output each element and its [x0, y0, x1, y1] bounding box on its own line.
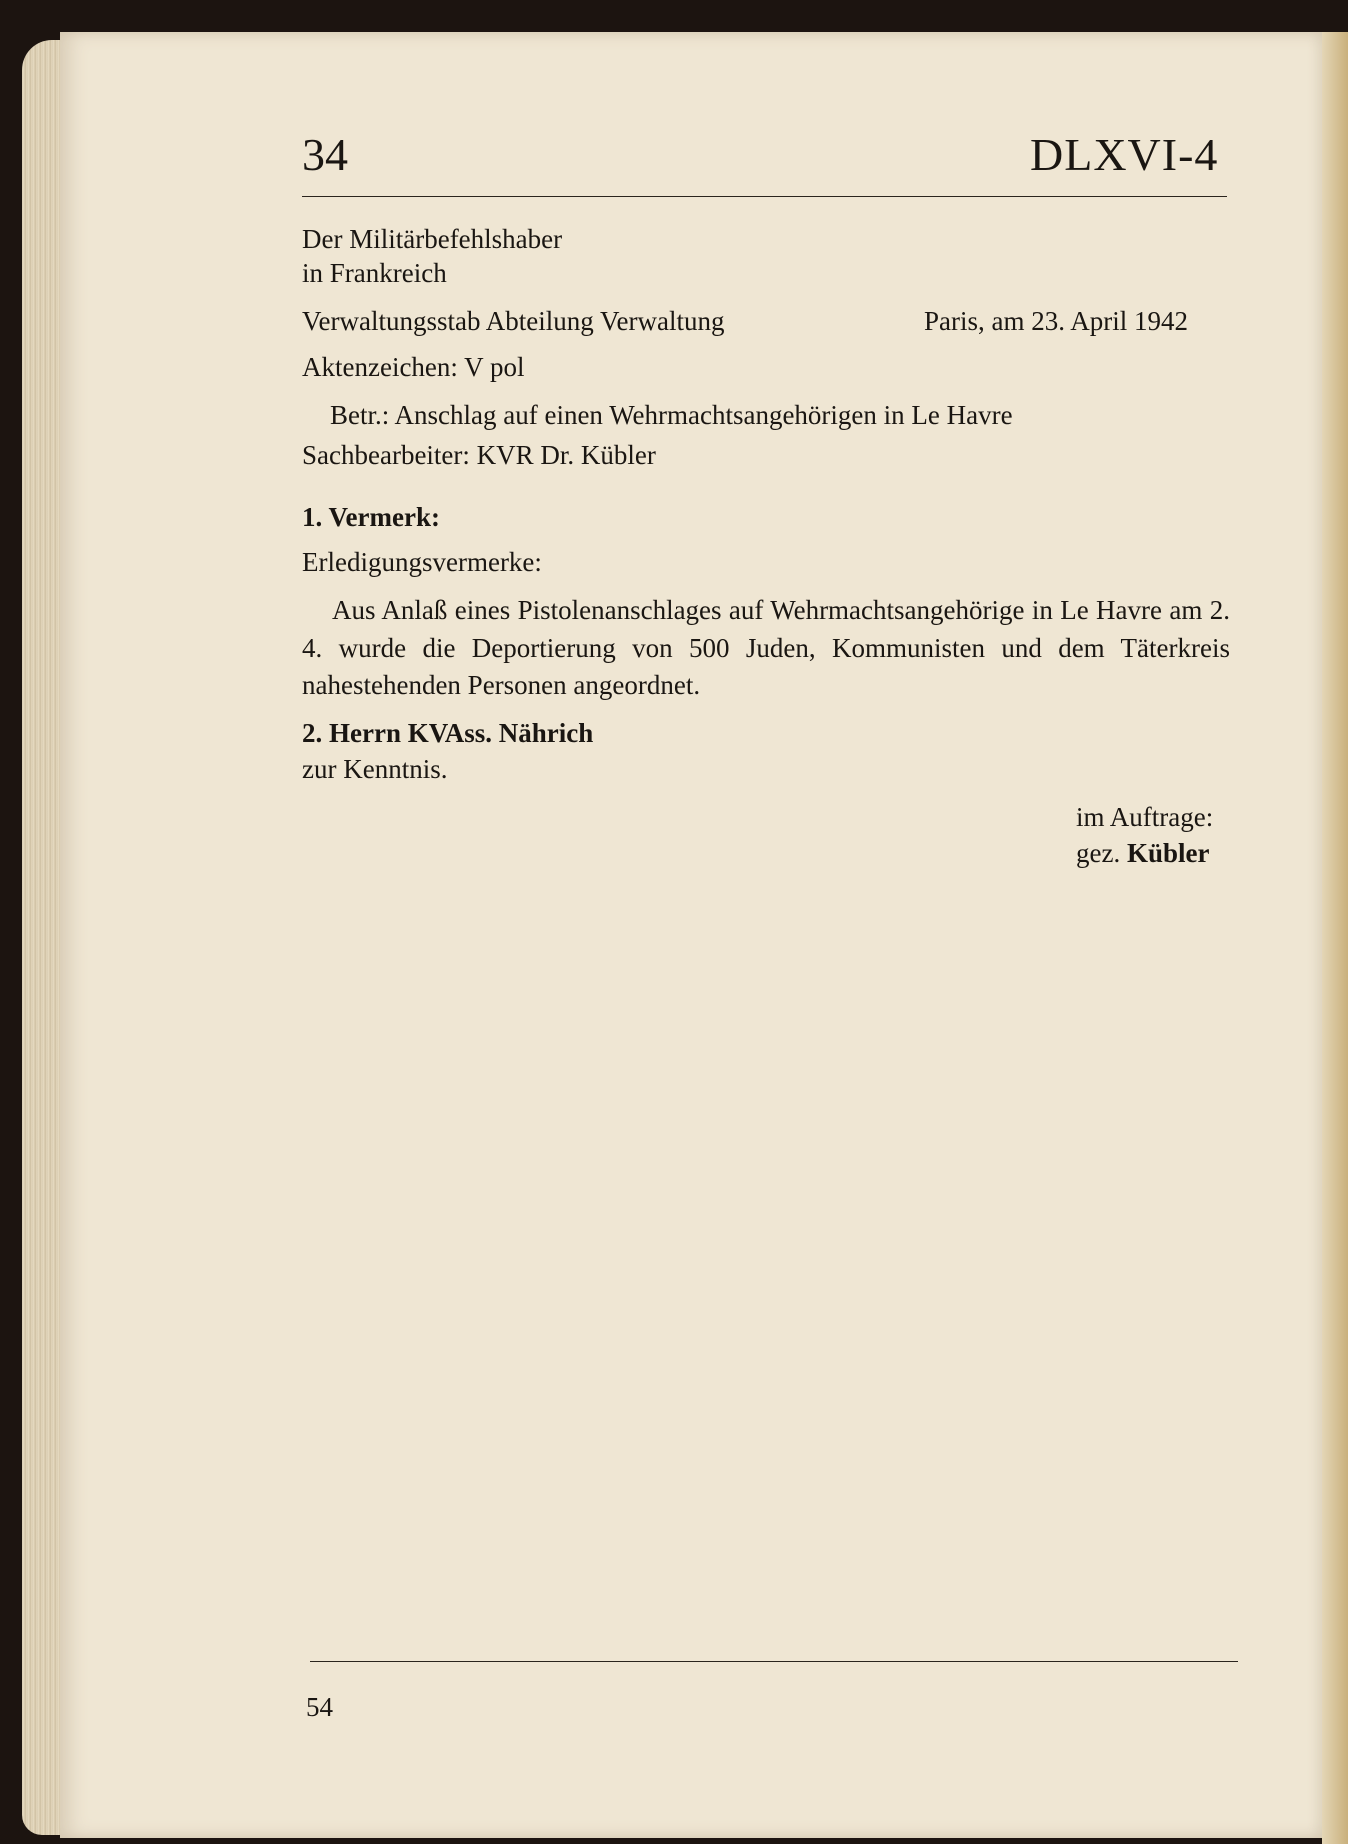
footer-rule — [310, 1661, 1238, 1662]
document-page — [60, 32, 1322, 1838]
section-2-text: zur Kenntnis. — [302, 754, 448, 784]
header-page-number: 34 — [302, 129, 348, 180]
place-date: Paris, am 23. April 1942 — [924, 306, 1188, 336]
clerk-line: Sachbearbeiter: KVR Dr. Kübler — [302, 440, 656, 470]
signature-line-1: im Auftrage: — [1076, 802, 1214, 832]
signature-line-2 — [1076, 836, 1209, 870]
subject-line: Betr.: Anschlag auf einen Wehrmachtsangehörigen in Le Havre — [330, 400, 1013, 430]
file-reference: Aktenzeichen: V pol — [302, 352, 525, 382]
department-line: Verwaltungsstab Abteilung Verwaltung — [302, 306, 725, 336]
section-2-heading: 2. Herrn KVAss. Nährich — [302, 718, 594, 748]
body-paragraph: Aus Anlaß eines Pistolenanschlages auf Wehrmachtsangehörige in Le Havre am 2. 4. wurde die Deportierung von 500 Juden, Kommunisten und dem Täterkreis nahestehenden Personen angeordnet. — [302, 595, 1230, 700]
header-document-reference: DLXVI-4 — [1030, 129, 1219, 180]
book-binding-edge — [1322, 32, 1348, 1844]
footer-page-number: 54 — [306, 1692, 333, 1722]
sender-line-1: Der Militärbefehlshaber — [302, 224, 563, 254]
signature-name: Kübler — [1126, 838, 1210, 868]
signature-prefix: gez. — [1076, 838, 1121, 868]
sender-line-2: in Frankreich — [302, 258, 447, 288]
section-1-subheading: Erledigungsvermerke: — [302, 547, 542, 577]
header-rule — [302, 196, 1227, 197]
section-1-heading: 1. Vermerk: — [302, 502, 440, 532]
